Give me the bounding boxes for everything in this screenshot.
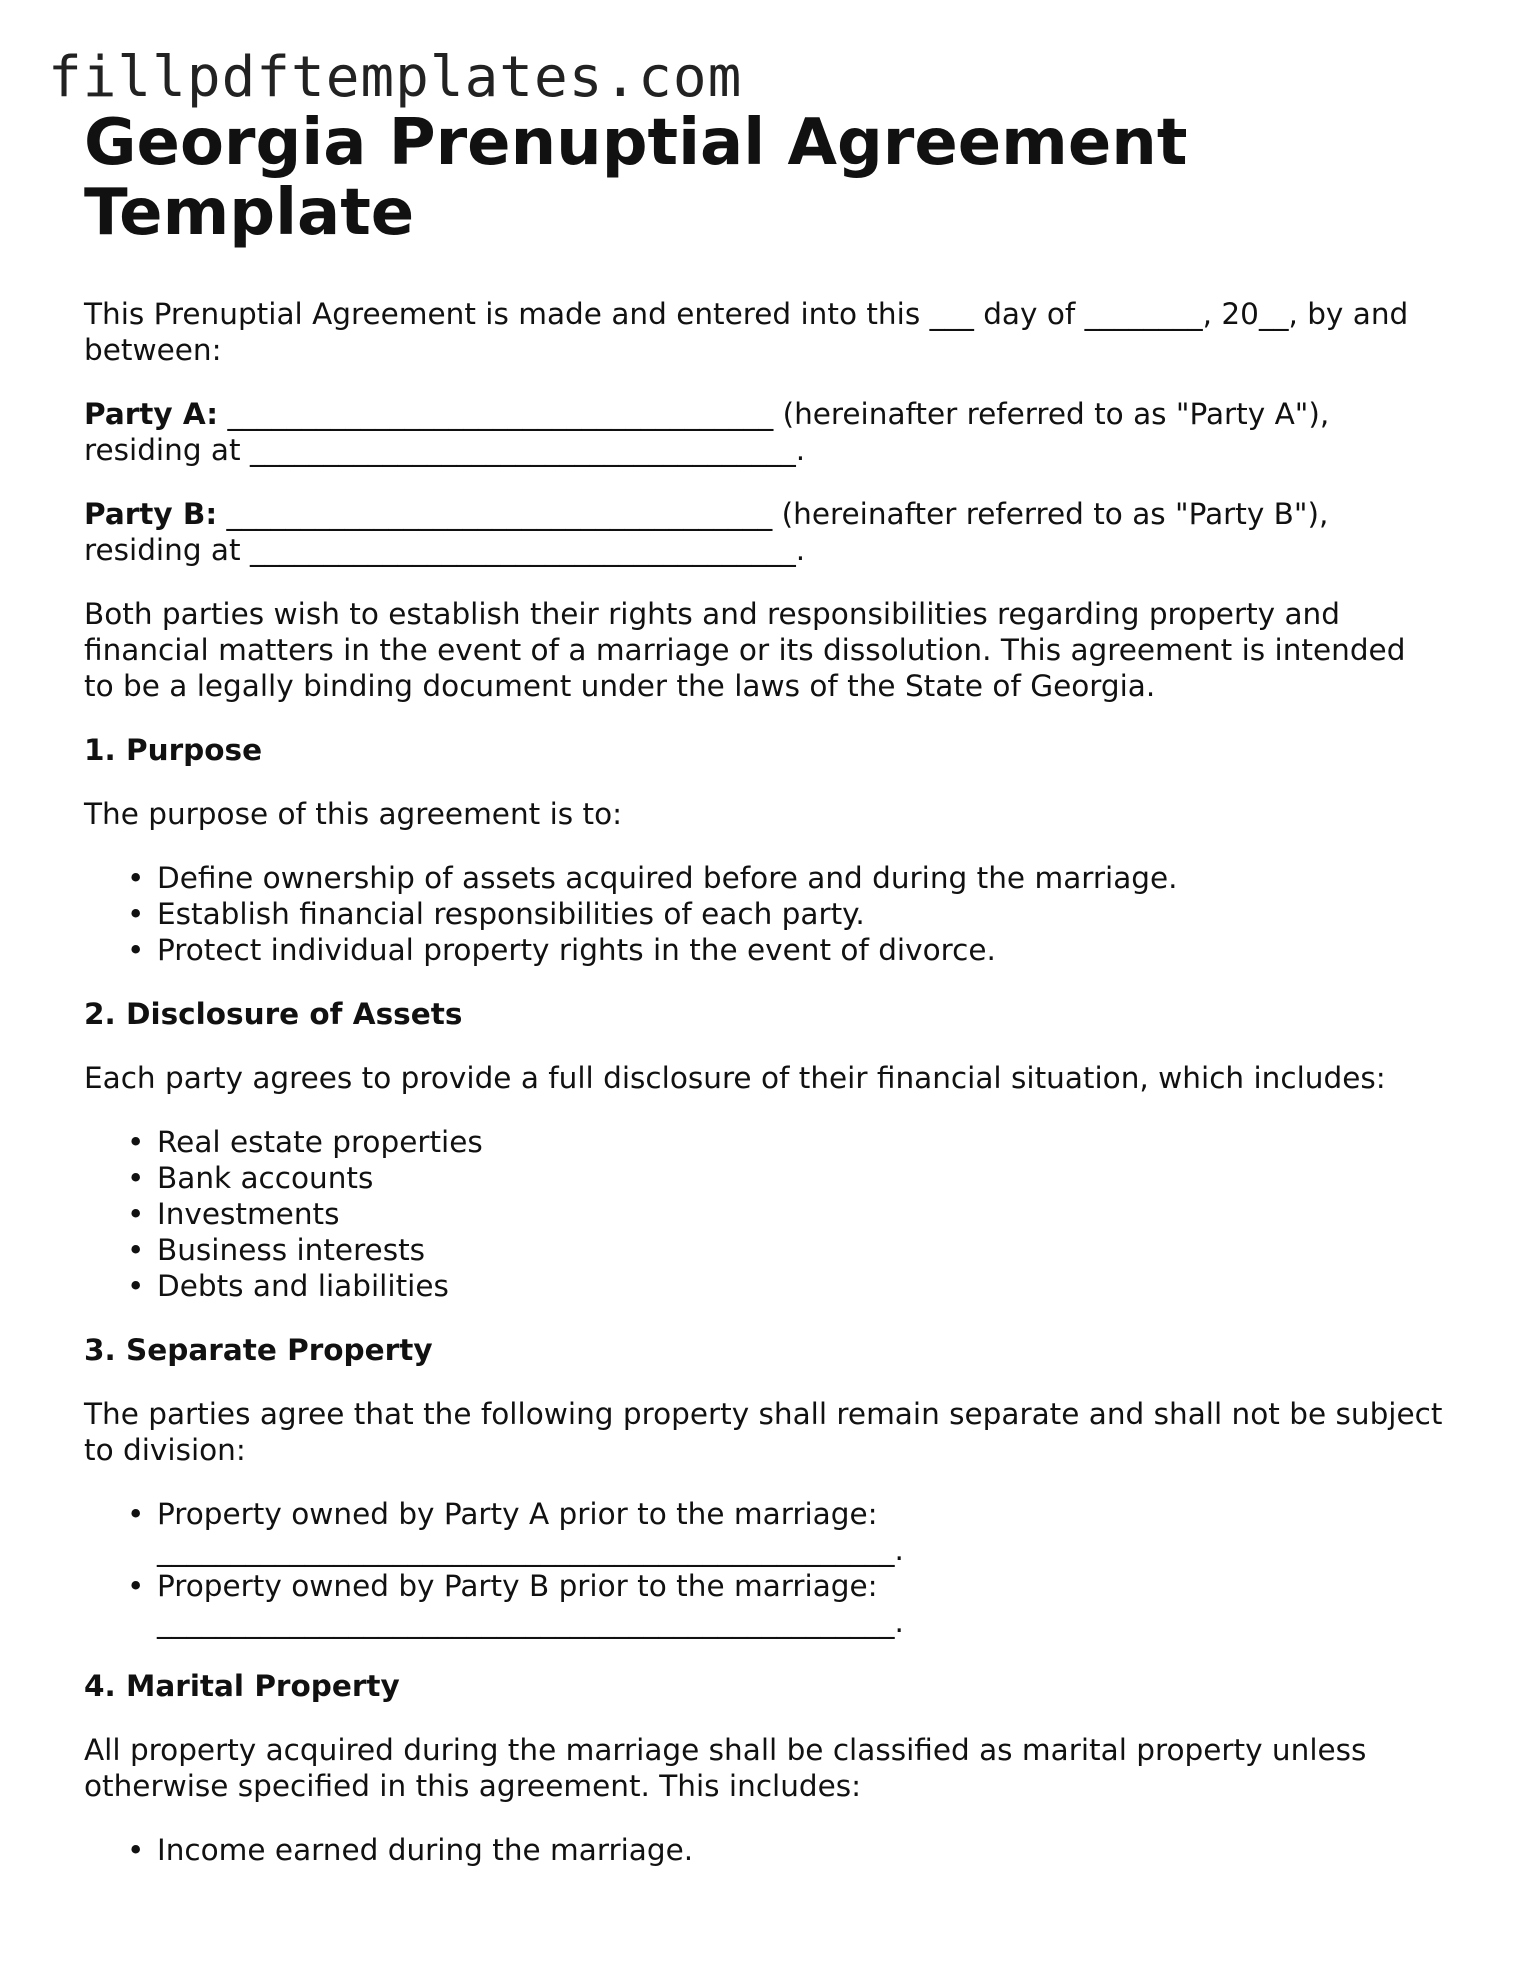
list-item: • Establish financial responsibilities of each party.	[127, 897, 865, 931]
section-lead-disclosure: Each party agrees to provide a full disclosure of their financial situation, which includes:	[84, 1061, 1386, 1095]
bullet-icon: •	[127, 1125, 145, 1159]
list-item: • Define ownership of assets acquired before and during the marriage.	[127, 861, 1178, 895]
bullet-icon: •	[127, 1833, 145, 1867]
bullet-icon: •	[127, 1197, 145, 1231]
list-item: • Income earned during the marriage.	[127, 1833, 694, 1867]
fill-in-blank: __________________________________________________.	[157, 1533, 904, 1567]
bullet-icon: •	[127, 1497, 145, 1531]
bullet-icon: •	[127, 861, 145, 895]
section-lead-purpose: The purpose of this agreement is to:	[84, 797, 623, 831]
party-b-paragraph	[84, 496, 1444, 568]
watermark: fillpdftemplates.com	[48, 45, 743, 110]
section-heading-purpose: 1. Purpose	[84, 733, 263, 767]
bullet-icon: •	[127, 1269, 145, 1303]
list-item: • Property owned by Party B prior to the marriage: __________________________________________________.	[157, 1568, 1444, 1640]
party-b-label: Party B:	[84, 497, 218, 531]
purpose-list	[84, 860, 1444, 968]
bullet-icon: •	[127, 1161, 145, 1195]
document-title: Georgia Prenuptial Agreement Template	[84, 106, 1188, 250]
list-item: • Bank accounts	[127, 1161, 374, 1195]
bullet-icon: •	[127, 1569, 145, 1603]
marital-list	[84, 1832, 1444, 1868]
fill-in-blank: __________________________________________________.	[157, 1605, 904, 1639]
list-item: • Debts and liabilities	[127, 1269, 449, 1303]
section-heading-disclosure: 2. Disclosure of Assets	[84, 997, 463, 1031]
list-item: • Property owned by Party A prior to the marriage: __________________________________________________.	[157, 1496, 1444, 1568]
intro-paragraph: This Prenuptial Agreement is made and entered into this ___ day of ________, 20__, by and between:	[84, 297, 1409, 367]
document-page	[84, 108, 1444, 1896]
bullet-icon: •	[127, 933, 145, 967]
bullet-icon: •	[127, 1233, 145, 1267]
section-heading-separate: 3. Separate Property	[84, 1333, 433, 1367]
party-a-paragraph	[84, 396, 1444, 468]
party-a-label: Party A:	[84, 397, 219, 431]
preamble-paragraph: Both parties wish to establish their rights and responsibilities regarding property and financial matters in the event of a marriage or its dissolution. This agreement is intended to be a legally binding document under the laws of the State of Georgia.	[84, 597, 1406, 703]
separate-list	[84, 1496, 1444, 1640]
list-item: • Protect individual property rights in the event of divorce.	[127, 933, 996, 967]
section-lead-marital: All property acquired during the marriage shall be classified as marital property unless otherwise specified in this agreement. This includes:	[84, 1733, 1367, 1803]
list-item: • Investments	[127, 1197, 340, 1231]
party-b-text: _____________________________________ (hereinafter referred to as "Party B"), residing at _____________________________________.	[84, 497, 1329, 567]
bullet-icon: •	[127, 897, 145, 931]
party-a-text: _____________________________________ (hereinafter referred to as "Party A"), residing at _____________________________________.	[84, 397, 1330, 467]
list-item: • Business interests	[127, 1233, 426, 1267]
disclosure-list	[84, 1124, 1444, 1304]
section-heading-marital: 4. Marital Property	[84, 1669, 400, 1703]
list-item: • Real estate properties	[127, 1125, 483, 1159]
section-lead-separate: The parties agree that the following property shall remain separate and shall not be subject to division:	[84, 1397, 1443, 1467]
